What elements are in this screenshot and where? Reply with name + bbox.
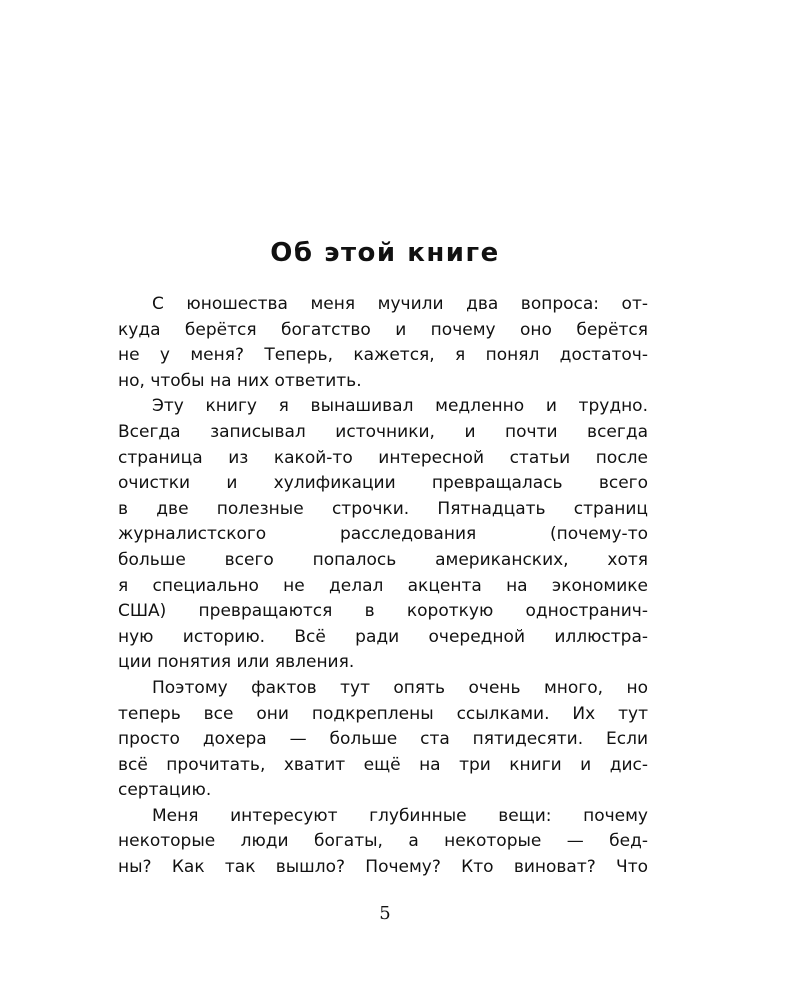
text-line: Меня интересуют глубинные вещи: почему	[152, 805, 648, 826]
text-line: Эту книгу я вынашивал медленно и трудно.	[152, 396, 648, 417]
text-line: я специально не делал акцента на экономике	[118, 575, 648, 596]
text-line: больше всего попалось американских, хотя	[118, 549, 648, 570]
text-line: теперь все они подкреплены ссылками. Их тут	[118, 703, 648, 724]
chapter-title: Об этой книге	[270, 238, 500, 268]
body-text	[118, 292, 648, 881]
text-line: ны? Как так вышло? Почему? Кто виноват? Что	[118, 857, 648, 878]
text-line: просто дохера — больше ста пятидесяти. Если	[118, 729, 648, 750]
page-number: 5	[379, 903, 391, 924]
text-line: страница из какой-то интересной статьи после	[118, 447, 648, 468]
text-line: ную историю. Всё ради очередной иллюстра-	[118, 626, 648, 647]
text-line: ции понятия или явления.	[118, 652, 355, 673]
text-line: сертацию.	[118, 780, 212, 801]
text-line: не у меня? Теперь, кажется, я понял достаточ-	[118, 345, 648, 366]
text-line: в две полезные строчки. Пятнадцать страниц	[118, 498, 648, 519]
text-line: но, чтобы на них ответить.	[118, 370, 362, 391]
text-line: журналистского расследования (почему-то	[118, 524, 648, 545]
text-line: некоторые люди богаты, а некоторые — бед-	[118, 831, 648, 852]
text-line: С юношества меня мучили два вопроса: от-	[152, 294, 648, 314]
text-line: США) превращаются в короткую одностранич-	[118, 601, 648, 622]
text-line: всё прочитать, хватит ещё на три книги и дис-	[118, 754, 648, 775]
text-line: Всегда записывал источники, и почти всегда	[118, 421, 648, 442]
text-line: куда берётся богатство и почему оно берётся	[118, 319, 648, 340]
text-line: очистки и хулификации превращалась всего	[118, 473, 648, 494]
text-line: Поэтому фактов тут опять очень много, но	[152, 677, 648, 698]
